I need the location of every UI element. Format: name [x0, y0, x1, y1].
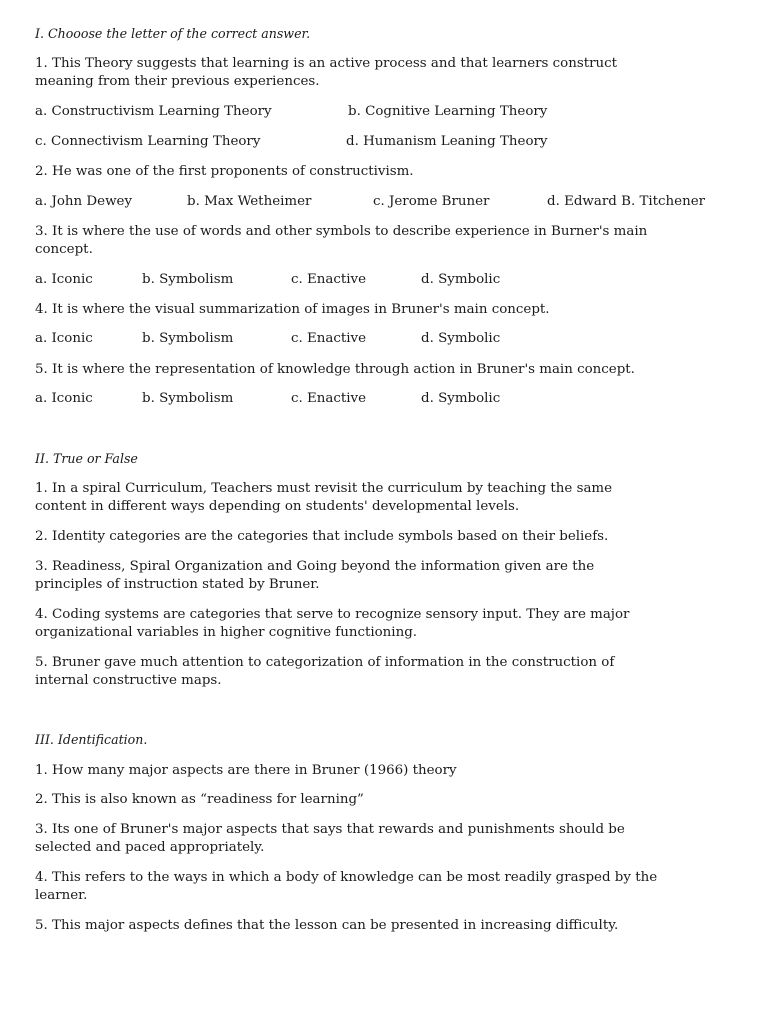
s1-q3-text-line2: concept. — [35, 242, 93, 257]
s1-q3-option-a: a. Iconic — [35, 272, 93, 287]
s3-q2-text-line1: 2. This is also known as “readiness for learning” — [35, 792, 364, 807]
s1-q5-option-a: a. Iconic — [35, 391, 93, 406]
s1-q2-option-a: a. John Dewey — [35, 194, 133, 209]
section-1-heading: I. Chooose the letter of the correct answer. — [35, 26, 311, 41]
s1-q4-option-a: a. Iconic — [35, 331, 93, 346]
s1-q2-text-line1: 2. He was one of the first proponents of constructivism. — [35, 164, 414, 179]
s1-q2-option-b: b. Max Wetheimer — [187, 194, 312, 209]
s2-q3-text-line1: 3. Readiness, Spiral Organization and Going beyond the information given are the — [35, 559, 595, 574]
s1-q1-text-line1: 1. This Theory suggests that learning is an active process and that learners construct — [35, 56, 617, 71]
s1-q5-option-b: b. Symbolism — [142, 391, 234, 406]
s1-q1-option-a: a. Constructivism Learning Theory — [35, 104, 272, 119]
s1-q4-option-c: c. Enactive — [291, 331, 367, 346]
s1-q3-option-c: c. Enactive — [291, 272, 367, 287]
section-2-heading: II. True or False — [35, 451, 138, 466]
s2-q1-text-line2: content in different ways depending on students' developmental levels. — [35, 499, 520, 514]
s1-q4-text-line1: 4. It is where the visual summarization of images in Bruner's main concept. — [35, 302, 550, 317]
s3-q1-text-line1: 1. How many major aspects are there in Bruner (1966) theory — [35, 763, 457, 778]
s1-q5-text-line1: 5. It is where the representation of knowledge through action in Bruner's main concept. — [35, 362, 635, 377]
s1-q1-text-line2: meaning from their previous experiences. — [35, 74, 320, 89]
s2-q5-text-line1: 5. Bruner gave much attention to categorization of information in the construction of — [35, 655, 615, 670]
s3-q4-text-line1: 4. This refers to the ways in which a body of knowledge can be most readily grasped by the — [35, 870, 658, 885]
s2-q2-text-line1: 2. Identity categories are the categories that include symbols based on their beliefs. — [35, 529, 609, 544]
s1-q5-option-d: d. Symbolic — [421, 391, 501, 406]
section-3-heading: III. Identification. — [35, 732, 148, 747]
s1-q4-option-b: b. Symbolism — [142, 331, 234, 346]
s3-q4-text-line2: learner. — [35, 888, 88, 903]
s3-q3-text-line1: 3. Its one of Bruner's major aspects that says that rewards and punishments should be — [35, 822, 625, 837]
s2-q3-text-line2: principles of instruction stated by Bruner. — [35, 577, 320, 592]
s1-q5-option-c: c. Enactive — [291, 391, 367, 406]
s2-q5-text-line2: internal constructive maps. — [35, 673, 222, 688]
s3-q5-text-line1: 5. This major aspects defines that the lesson can be presented in increasing difficulty. — [35, 918, 619, 933]
s1-q1-option-b: b. Cognitive Learning Theory — [348, 104, 548, 119]
s1-q3-text-line1: 3. It is where the use of words and other symbols to describe experience in Burner's main — [35, 224, 648, 239]
s1-q4-option-d: d. Symbolic — [421, 331, 501, 346]
s2-q4-text-line2: organizational variables in higher cognitive functioning. — [35, 625, 418, 640]
s1-q2-option-c: c. Jerome Bruner — [373, 194, 490, 209]
s1-q1-option-d: d. Humanism Leaning Theory — [346, 134, 548, 149]
s1-q3-option-b: b. Symbolism — [142, 272, 234, 287]
s1-q3-option-d: d. Symbolic — [421, 272, 501, 287]
s2-q4-text-line1: 4. Coding systems are categories that serve to recognize sensory input. They are major — [35, 607, 630, 622]
s2-q1-text-line1: 1. In a spiral Curriculum, Teachers must revisit the curriculum by teaching the same — [35, 481, 613, 496]
s1-q2-option-d: d. Edward B. Titchener — [547, 194, 706, 209]
s1-q1-option-c: c. Connectivism Learning Theory — [35, 134, 261, 149]
s3-q3-text-line2: selected and paced appropriately. — [35, 840, 265, 855]
